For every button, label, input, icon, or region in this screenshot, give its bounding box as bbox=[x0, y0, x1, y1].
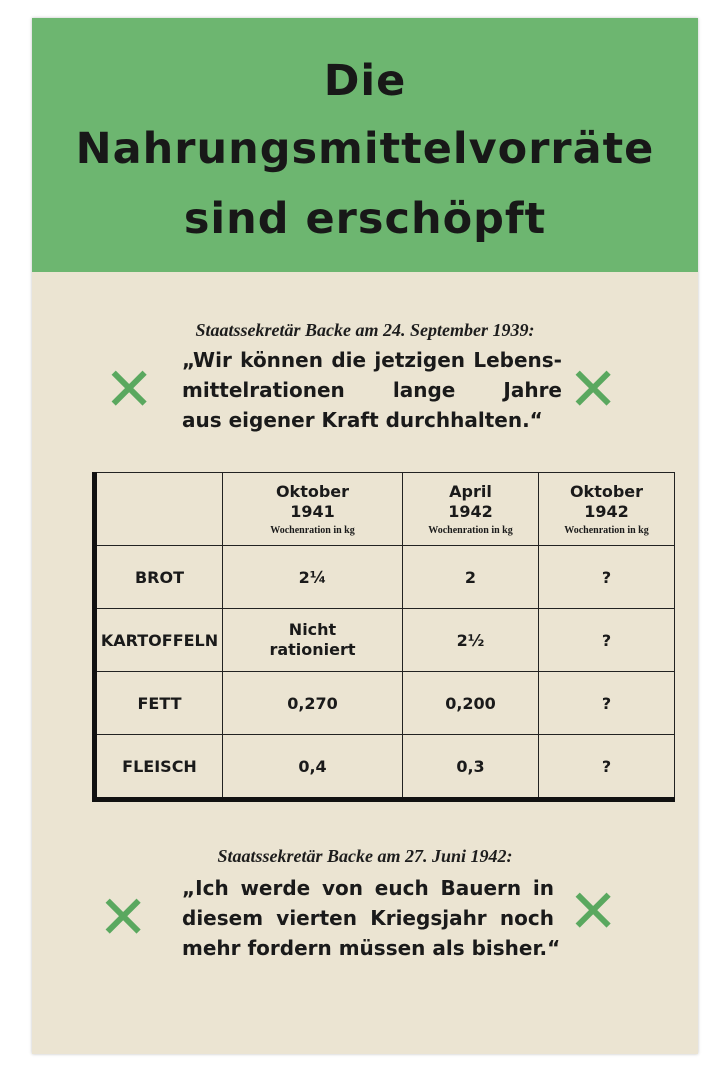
row-label: FETT bbox=[95, 672, 223, 735]
table-cell: 0,270 bbox=[223, 672, 403, 735]
ration-table bbox=[92, 472, 675, 802]
table-cell: 0,200 bbox=[403, 672, 539, 735]
cross-mark-icon: ✕ bbox=[98, 883, 149, 953]
title-line-3: sind erschöpft bbox=[183, 194, 547, 244]
quote-line: mittelrationen lange Jahre bbox=[182, 378, 562, 402]
cross-mark-icon: ✕ bbox=[568, 877, 619, 947]
column-month: Oktober bbox=[569, 482, 644, 501]
table-row bbox=[95, 546, 675, 609]
question-mark-cell: ? bbox=[539, 609, 675, 672]
table-header-row bbox=[95, 473, 675, 546]
title-banner bbox=[32, 18, 698, 272]
column-unit: Wochenration in kg bbox=[564, 525, 649, 536]
leaflet bbox=[32, 18, 698, 1054]
column-header bbox=[539, 473, 675, 546]
column-unit: Wochenration in kg bbox=[428, 525, 513, 536]
column-header bbox=[223, 473, 403, 546]
title-line-1: Die bbox=[323, 56, 407, 106]
question-mark-cell: ? bbox=[539, 672, 675, 735]
column-year: 1942 bbox=[584, 502, 629, 521]
table-row bbox=[95, 735, 675, 800]
question-mark-cell: ? bbox=[539, 735, 675, 800]
question-mark-cell: ? bbox=[539, 546, 675, 609]
table-row bbox=[95, 672, 675, 735]
table-cell: 0,4 bbox=[223, 735, 403, 800]
table-cell: Nicht rationiert bbox=[223, 609, 403, 672]
table-cell: 0,3 bbox=[403, 735, 539, 800]
row-label: KARTOFFELN bbox=[95, 609, 223, 672]
column-month: April bbox=[449, 482, 492, 501]
cross-mark-icon: ✕ bbox=[568, 355, 619, 425]
quote-line: „Wir können die jetzigen Lebens- bbox=[182, 348, 562, 372]
quote-line: mehr fordern müssen als bisher.“ bbox=[182, 936, 561, 960]
column-month: Oktober bbox=[275, 482, 350, 501]
row-label: FLEISCH bbox=[95, 735, 223, 800]
quote-line: diesem vierten Kriegsjahr noch bbox=[182, 906, 554, 930]
quote-1939 bbox=[182, 345, 562, 435]
quote-1942 bbox=[182, 873, 561, 963]
table-cell: 2½ bbox=[403, 609, 539, 672]
quote-line: aus eigener Kraft durchhalten.“ bbox=[182, 408, 543, 432]
column-unit: Wochenration in kg bbox=[270, 525, 355, 536]
column-year: 1941 bbox=[290, 502, 335, 521]
quote-line: „Ich werde von euch Bauern in bbox=[182, 876, 554, 900]
attribution-1939: Staatssekretär Backe am 24. September 1939: bbox=[195, 320, 535, 340]
column-header bbox=[403, 473, 539, 546]
table-cell: 2 bbox=[403, 546, 539, 609]
column-year: 1942 bbox=[448, 502, 493, 521]
table-corner-cell bbox=[95, 473, 223, 546]
attribution-1942: Staatssekretär Backe am 27. Juni 1942: bbox=[217, 846, 513, 866]
cross-mark-icon: ✕ bbox=[104, 355, 155, 425]
row-label: BROT bbox=[95, 546, 223, 609]
table-cell: 2¼ bbox=[223, 546, 403, 609]
title-line-2: Nahrungsmittelvorräte bbox=[75, 124, 655, 174]
table-row bbox=[95, 609, 675, 672]
